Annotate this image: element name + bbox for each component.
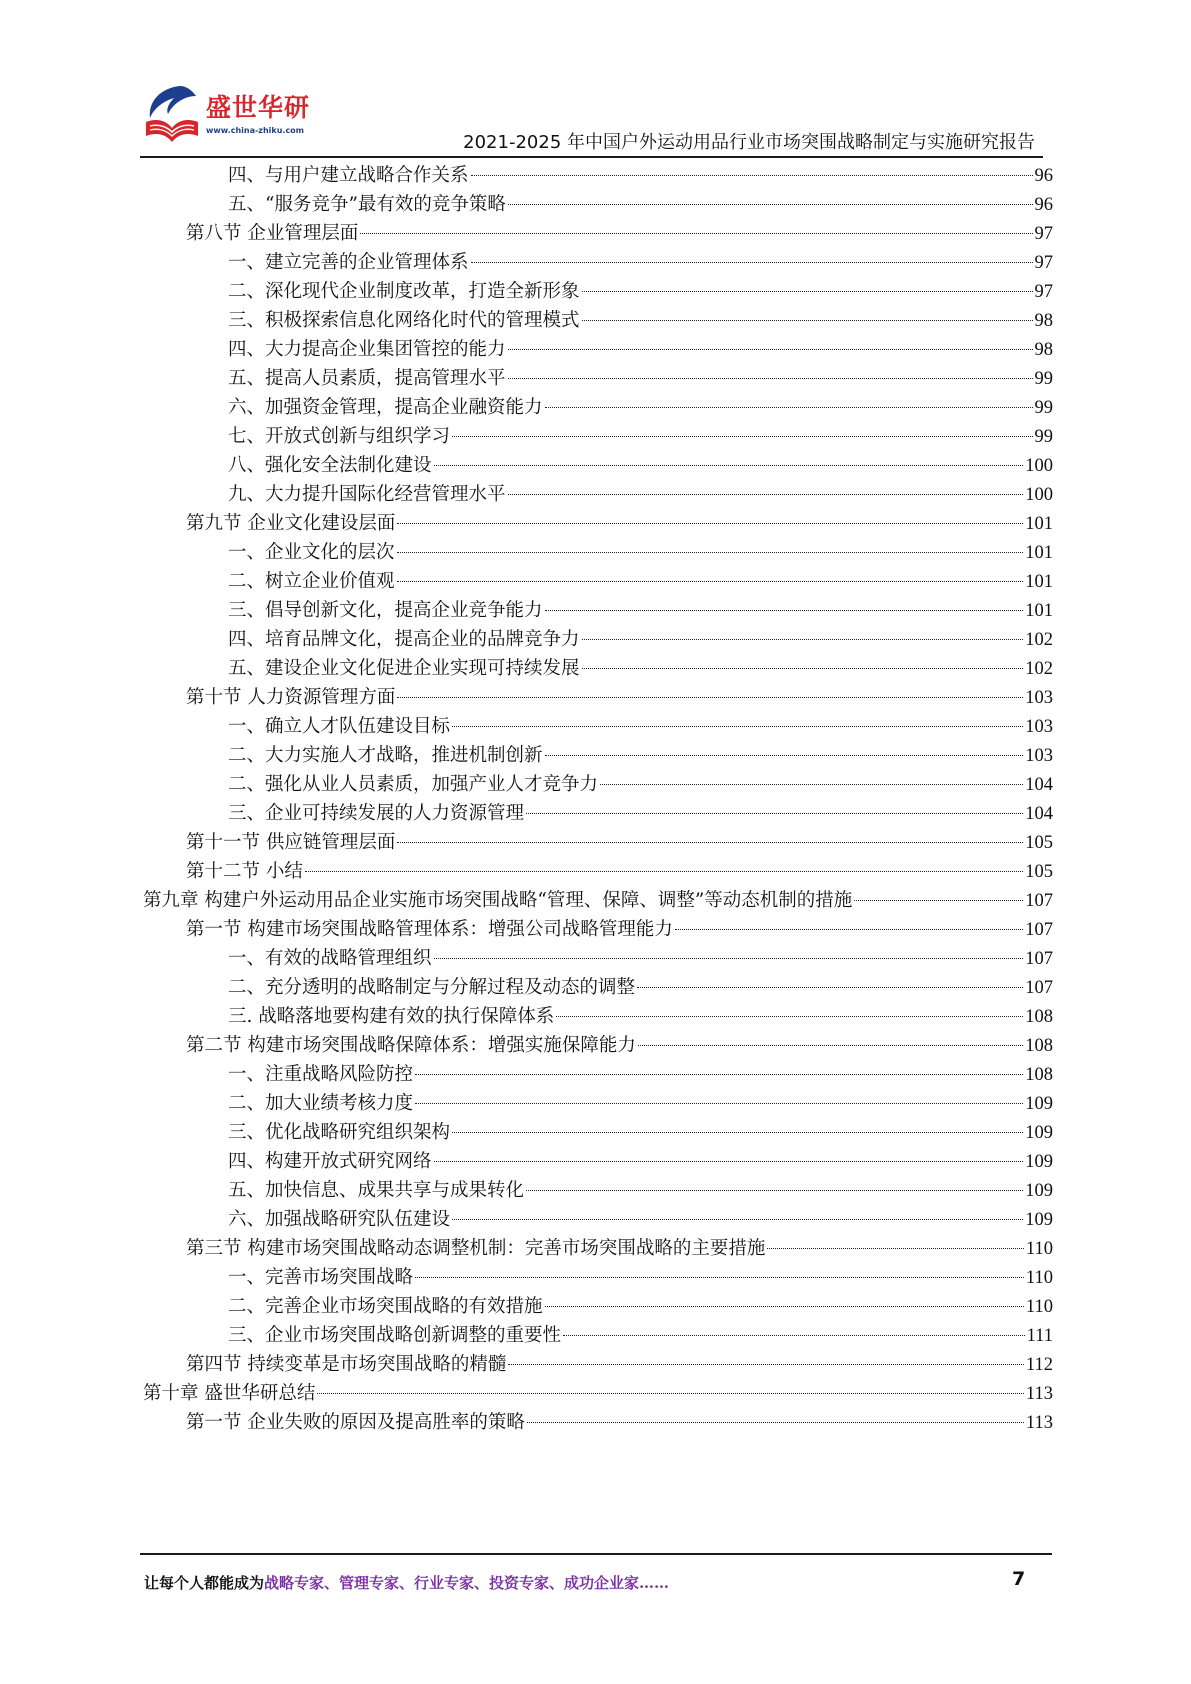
toc-entry-title: 八、强化安全法制化建设 [228, 455, 432, 476]
toc-entry-page: 102 [1025, 659, 1053, 679]
toc-entry[interactable] [186, 856, 1053, 887]
toc-entry[interactable] [228, 798, 1053, 829]
toc-entry[interactable] [228, 247, 1053, 278]
toc-entry-title: 二、充分透明的战略制定与分解过程及动态的调整 [228, 977, 636, 998]
toc-entry-page: 101 [1025, 601, 1053, 621]
toc-entry-page: 104 [1025, 804, 1053, 824]
footer-divider [140, 1553, 1052, 1555]
toc-entry-page: 109 [1025, 1210, 1053, 1230]
toc-dot-leader [508, 204, 1033, 205]
toc-entry-title: 二、强化从业人员素质，加强产业人才竞争力 [228, 774, 599, 795]
toc-dot-leader [637, 987, 1023, 988]
toc-entry-page: 99 [1034, 427, 1053, 447]
toc-dot-leader [582, 668, 1024, 669]
toc-entry-page: 113 [1025, 1413, 1053, 1433]
toc-entry-title: 二、深化现代企业制度改革，打造全新形象 [228, 281, 580, 302]
toc-dot-leader [471, 262, 1033, 263]
toc-dot-leader [545, 755, 1024, 756]
toc-entry-title: 一、企业文化的层次 [228, 542, 395, 563]
toc-entry-page: 103 [1025, 746, 1053, 766]
toc-entry-page: 103 [1025, 717, 1053, 737]
toc-dot-leader [305, 871, 1023, 872]
toc-dot-leader [471, 175, 1033, 176]
toc-dot-leader [526, 813, 1023, 814]
toc-entry[interactable] [228, 653, 1053, 684]
toc-entry[interactable] [228, 769, 1053, 800]
toc-entry[interactable] [228, 711, 1053, 742]
toc-entry-title: 四、培育品牌文化，提高企业的品牌竞争力 [228, 629, 580, 650]
toc-entry-title: 二、加大业绩考核力度 [228, 1093, 414, 1114]
toc-entry-title: 五、“服务竞争”最有效的竞争策略 [228, 194, 506, 215]
toc-entry[interactable] [186, 1030, 1053, 1061]
toc-entry-page: 109 [1025, 1094, 1053, 1114]
toc-dot-leader [582, 639, 1024, 640]
toc-dot-leader [563, 1335, 1025, 1336]
toc-entry-page: 99 [1034, 369, 1053, 389]
toc-entry-title: 第三节 构建市场突围战略动态调整机制：完善市场突围战略的主要措施 [186, 1238, 766, 1259]
toc-entry-title: 三、优化战略研究组织架构 [228, 1122, 451, 1143]
toc-entry-title: 四、大力提高企业集团管控的能力 [228, 339, 506, 360]
toc-dot-leader [434, 465, 1024, 466]
toc-entry-title: 三、企业可持续发展的人力资源管理 [228, 803, 525, 824]
toc-entry-page: 96 [1034, 195, 1053, 215]
page-header [0, 0, 1191, 160]
toc-entry-title: 第四节 持续变革是市场突围战略的精髓 [186, 1354, 507, 1375]
toc-entry-title: 九、大力提升国际化经营管理水平 [228, 484, 506, 505]
toc-entry-page: 100 [1025, 456, 1053, 476]
toc-entry-title: 四、构建开放式研究网络 [228, 1151, 432, 1172]
toc-entry-page: 109 [1025, 1181, 1053, 1201]
toc-dot-leader [415, 1277, 1024, 1278]
toc-entry[interactable] [228, 1204, 1053, 1235]
toc-dot-leader [397, 552, 1024, 553]
toc-entry-page: 96 [1034, 166, 1053, 186]
toc-entry[interactable] [228, 566, 1053, 597]
toc-entry-title: 第九章 构建户外运动用品企业实施市场突围战略“管理、保障、调整”等动态机制的措施 [143, 890, 853, 911]
toc-entry-page: 107 [1025, 920, 1053, 940]
toc-entry-page: 108 [1025, 1065, 1053, 1085]
toc-entry-page: 107 [1025, 978, 1053, 998]
toc-entry[interactable] [228, 189, 1053, 220]
toc-entry[interactable] [228, 943, 1053, 974]
toc-entry-page: 98 [1034, 311, 1053, 331]
toc-dot-leader [582, 320, 1033, 321]
toc-entry[interactable] [228, 334, 1053, 365]
toc-dot-leader [767, 1248, 1024, 1249]
toc-dot-leader [675, 929, 1023, 930]
toc-entry-page: 105 [1025, 833, 1053, 853]
book-swoosh-icon [140, 82, 204, 148]
page-number: 7 [1012, 1568, 1026, 1590]
toc-dot-leader [397, 697, 1023, 698]
toc-entry-page: 110 [1025, 1297, 1053, 1317]
toc-entry-page: 112 [1025, 1355, 1053, 1375]
toc-dot-leader [452, 1219, 1023, 1220]
toc-entry-title: 三. 战略落地要构建有效的执行保障体系 [228, 1006, 555, 1027]
toc-entry[interactable] [143, 1378, 1053, 1409]
toc-entry-title: 二、树立企业价值观 [228, 571, 395, 592]
toc-entry-page: 101 [1025, 572, 1053, 592]
toc-entry[interactable] [186, 1233, 1053, 1264]
toc-entry[interactable] [228, 1175, 1053, 1206]
header-divider [140, 156, 1043, 158]
toc-entry-title: 第二节 构建市场突围战略保障体系：增强实施保障能力 [186, 1035, 636, 1056]
toc-entry-page: 111 [1026, 1326, 1053, 1346]
toc-entry-title: 三、企业市场突围战略创新调整的重要性 [228, 1325, 562, 1346]
toc-entry[interactable] [228, 1001, 1053, 1032]
toc-entry[interactable] [186, 827, 1053, 858]
toc-entry[interactable] [186, 218, 1053, 249]
toc-entry[interactable] [186, 508, 1053, 539]
toc-entry-page: 110 [1025, 1239, 1053, 1259]
toc-entry-title: 一、注重战略风险防控 [228, 1064, 414, 1085]
toc-entry-title: 第十二节 小结 [186, 861, 303, 882]
toc-dot-leader [508, 1364, 1024, 1365]
toc-entry[interactable] [228, 1291, 1053, 1322]
toc-entry[interactable] [186, 1407, 1053, 1438]
toc-dot-leader [415, 1103, 1023, 1104]
toc-entry-page: 109 [1025, 1123, 1053, 1143]
toc-entry-title: 三、倡导创新文化，提高企业竞争能力 [228, 600, 543, 621]
toc-entry[interactable] [228, 1117, 1053, 1148]
toc-entry[interactable] [228, 1146, 1053, 1177]
toc-dot-leader [415, 1074, 1023, 1075]
toc-dot-leader [397, 523, 1023, 524]
toc-entry-title: 二、完善企业市场突围战略的有效措施 [228, 1296, 543, 1317]
toc-dot-leader [434, 1161, 1024, 1162]
toc-entry-page: 103 [1025, 688, 1053, 708]
toc-entry[interactable] [228, 421, 1053, 452]
toc-entry[interactable] [186, 1349, 1053, 1380]
toc-entry-title: 二、大力实施人才战略，推进机制创新 [228, 745, 543, 766]
toc-dot-leader [452, 436, 1032, 437]
toc-entry[interactable] [228, 1320, 1053, 1351]
toc-entry-page: 108 [1025, 1007, 1053, 1027]
toc-entry[interactable] [228, 1088, 1053, 1119]
toc-entry-title: 一、确立人才队伍建设目标 [228, 716, 451, 737]
toc-dot-leader [545, 407, 1033, 408]
toc-dot-leader [360, 233, 1032, 234]
company-logo [140, 82, 315, 152]
toc-entry[interactable] [228, 595, 1053, 626]
logo-url: www.china-zhiku.com [206, 126, 305, 135]
toc-entry[interactable] [228, 276, 1053, 307]
toc-entry[interactable] [143, 885, 1053, 916]
toc-entry-page: 101 [1025, 514, 1053, 534]
toc-entry-page: 110 [1025, 1268, 1053, 1288]
toc-entry-title: 第一节 企业失败的原因及提高胜率的策略 [186, 1412, 525, 1433]
toc-entry-title: 第八节 企业管理层面 [186, 223, 359, 244]
toc-entry[interactable] [228, 479, 1053, 510]
toc-entry-title: 第九节 企业文化建设层面 [186, 513, 396, 534]
toc-entry-page: 98 [1034, 340, 1053, 360]
toc-dot-leader [317, 1393, 1024, 1394]
toc-dot-leader [582, 291, 1033, 292]
logo-name: 盛世华研 [206, 93, 311, 122]
toc-entry-page: 107 [1025, 949, 1053, 969]
toc-entry-title: 一、完善市场突围战略 [228, 1267, 414, 1288]
toc-entry-title: 五、加快信息、成果共享与成果转化 [228, 1180, 525, 1201]
toc-dot-leader [854, 900, 1023, 901]
toc-entry-title: 第十一节 供应链管理层面 [186, 832, 396, 853]
toc-entry-title: 六、加强资金管理，提高企业融资能力 [228, 397, 543, 418]
toc-dot-leader [508, 349, 1033, 350]
toc-entry-title: 五、提高人员素质，提高管理水平 [228, 368, 506, 389]
toc-entry[interactable] [228, 537, 1053, 568]
toc-dot-leader [638, 1045, 1023, 1046]
toc-entry-page: 97 [1034, 224, 1053, 244]
toc-entry-page: 102 [1025, 630, 1053, 650]
toc-entry[interactable] [228, 1262, 1053, 1293]
toc-entry-page: 100 [1025, 485, 1053, 505]
toc-entry-page: 97 [1034, 282, 1053, 302]
toc-entry-page: 107 [1025, 891, 1053, 911]
toc-dot-leader [545, 1306, 1024, 1307]
toc-dot-leader [527, 1422, 1024, 1423]
report-title: 2021-2025 年中国户外运动用品行业市场突围战略制定与实施研究报告 [463, 132, 1035, 153]
toc-entry-title: 三、积极探索信息化网络化时代的管理模式 [228, 310, 580, 331]
toc-entry[interactable] [228, 740, 1053, 771]
toc-dot-leader [434, 958, 1024, 959]
toc-dot-leader [397, 581, 1024, 582]
toc-entry[interactable] [228, 160, 1053, 191]
footer-slogan [144, 1572, 669, 1593]
toc-entry-page: 104 [1025, 775, 1053, 795]
toc-entry[interactable] [228, 972, 1053, 1003]
toc-entry-title: 四、与用户建立战略合作关系 [228, 165, 469, 186]
toc-dot-leader [397, 842, 1023, 843]
toc-entry-page: 101 [1025, 543, 1053, 563]
toc-entry-title: 一、建立完善的企业管理体系 [228, 252, 469, 273]
toc-entry-title: 六、加强战略研究队伍建设 [228, 1209, 451, 1230]
toc-entry[interactable] [228, 392, 1053, 423]
toc-entry[interactable] [228, 305, 1053, 336]
toc-entry[interactable] [186, 914, 1053, 945]
toc-dot-leader [452, 1132, 1023, 1133]
toc-dot-leader [556, 1016, 1023, 1017]
toc-dot-leader [545, 610, 1024, 611]
toc-entry-title: 七、开放式创新与组织学习 [228, 426, 451, 447]
toc-entry-page: 97 [1034, 253, 1053, 273]
toc-dot-leader [452, 726, 1023, 727]
slogan-prefix: 让每个人都能成为 [144, 1574, 265, 1592]
toc-entry[interactable] [186, 682, 1053, 713]
toc-entry-page: 99 [1034, 398, 1053, 418]
toc-entry-page: 105 [1025, 862, 1053, 882]
toc-entry-title: 一、有效的战略管理组织 [228, 948, 432, 969]
toc-entry-page: 108 [1025, 1036, 1053, 1056]
toc-entry-title: 第一节 构建市场突围战略管理体系：增强公司战略管理能力 [186, 919, 673, 940]
toc-entry[interactable] [228, 624, 1053, 655]
toc-dot-leader [508, 494, 1024, 495]
toc-entry[interactable] [228, 1059, 1053, 1090]
slogan-highlight: 战略专家、管理专家、行业专家、投资专家、成功企业家…… [264, 1574, 670, 1592]
toc-entry-title: 五、建设企业文化促进企业实现可持续发展 [228, 658, 580, 679]
toc-dot-leader [600, 784, 1023, 785]
toc-dot-leader [508, 378, 1033, 379]
toc-entry[interactable] [228, 363, 1053, 394]
toc-entry[interactable] [228, 450, 1053, 481]
toc-dot-leader [526, 1190, 1023, 1191]
toc-entry-title: 第十章 盛世华研总结 [143, 1383, 316, 1404]
toc-entry-page: 109 [1025, 1152, 1053, 1172]
toc-entry-title: 第十节 人力资源管理方面 [186, 687, 396, 708]
toc-entry-page: 113 [1025, 1384, 1053, 1404]
